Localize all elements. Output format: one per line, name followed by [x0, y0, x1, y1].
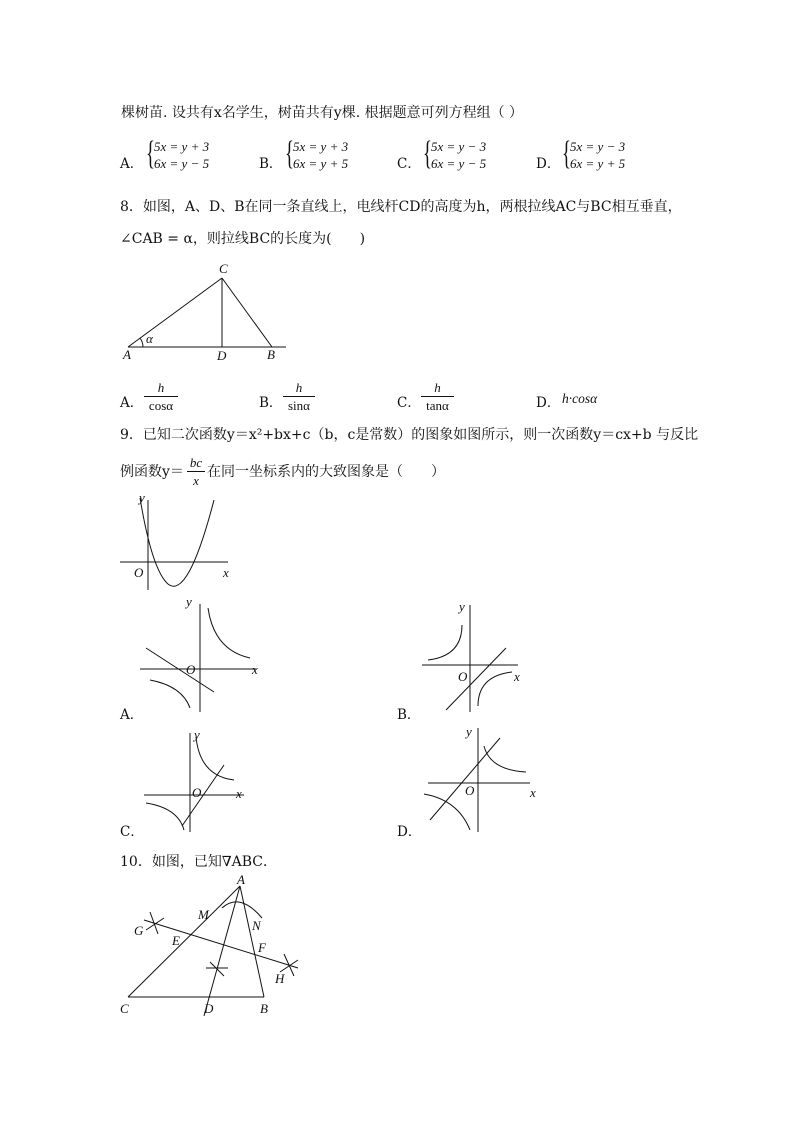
q8-option-b-label: B． [259, 395, 283, 411]
q10-arc-mn [222, 902, 262, 918]
q8-label-alpha: α [146, 331, 153, 346]
q7-option-d-label: D． [536, 156, 561, 172]
q9-d-line [430, 738, 500, 820]
q10-line-ad [204, 886, 240, 1016]
q8-stem-line2: ∠CAB = α，则拉线BC的长度为( ) [120, 231, 366, 247]
q9-stem-fraction: bc x [187, 455, 205, 488]
q9-d-y-label: y [466, 724, 472, 739]
q9-b-o-label: O [458, 669, 468, 684]
q7-option-d-brace: { [562, 135, 571, 172]
q9-c-y-label: y [194, 727, 200, 742]
q10-label-d: D [204, 1001, 214, 1016]
q10-label-n: N [252, 918, 261, 933]
q9-c-hyperbola-1 [196, 737, 234, 780]
q7-option-b-system: 5x = y + 3 6x = y + 5 [293, 139, 349, 171]
q9-a-o-label: O [186, 662, 196, 677]
q9-stem-line1: 9．已知二次函数y＝x²+bx+c（b，c是常数）的图象如图所示，则一次函数y＝cx+b 与反比 [120, 427, 699, 443]
q9-b-y-label: y [459, 599, 465, 614]
q9-option-c-label: C． [120, 824, 144, 840]
q10-line-ab [240, 886, 264, 997]
q8-label-c: C [219, 261, 228, 276]
q10-cross-h-2 [280, 960, 298, 972]
q7-option-a-brace: { [146, 135, 155, 172]
q9-a-y-label: y [186, 594, 192, 609]
q7-option-c-brace: { [423, 135, 432, 172]
q9-c-hyperbola-2 [146, 803, 184, 830]
q9-stem-line2 [120, 463, 184, 481]
q9-a-hyperbola-2 [150, 680, 190, 708]
q10-label-c: C [120, 1001, 129, 1016]
q10-label-m: M [198, 907, 209, 922]
q7-option-c-label: C． [397, 156, 421, 172]
q9-b-x-label: x [514, 669, 520, 684]
q9-b-hyperbola-2 [478, 672, 512, 706]
q9-d-hyperbola-1 [484, 746, 526, 772]
q8-line-ac [128, 278, 222, 347]
q9-d-x-label: x [530, 785, 536, 800]
q10-label-g: G [134, 923, 144, 938]
q7-option-c-system: 5x = y − 3 6x = y − 5 [431, 139, 487, 171]
q9-c-line [182, 765, 224, 826]
q7-option-a-system: 5x = y + 3 6x = y − 5 [154, 139, 210, 171]
q9-stem-line2-post: 在同一坐标系内的大致图象是（ ） [207, 464, 445, 480]
q10-stem: 10．如图，已知∇ABC． [120, 854, 277, 870]
q9-main-y-label: y [139, 490, 145, 505]
q9-b-hyperbola-1 [428, 625, 462, 660]
q9-d-o-label: O [465, 783, 475, 798]
q10-label-e: E [172, 933, 180, 948]
q7-stem: 棵树苗. 设共有x名学生，树苗共有y棵. 根据题意可列方程组（ ） [121, 105, 524, 121]
q9-b-line [446, 648, 506, 710]
q10-line-gh [144, 920, 298, 968]
q7-option-b-label: B． [259, 156, 283, 172]
q8-option-a-fraction: h cosα [144, 380, 178, 413]
q10-label-h: H [275, 971, 285, 986]
q8-option-d-label: D． [536, 395, 561, 411]
q10-label-f: F [258, 940, 266, 955]
q10-cross-h-1 [284, 954, 294, 976]
q8-option-c-fraction: h tanα [421, 380, 454, 413]
q9-a-line [146, 648, 214, 692]
q8-label-a: A [123, 347, 131, 362]
q9-main-o-label: O [134, 565, 144, 580]
q8-line-bc [222, 278, 272, 347]
q8-option-b-fraction: h sinα [283, 380, 315, 413]
q8-stem-line1: 8．如图，A、D、B在同一条直线上，电线杆CD的高度为h，两根拉线AC与BC相互垂直， [120, 199, 682, 215]
q7-option-d-system: 5x = y − 3 6x = y + 5 [570, 139, 626, 171]
q7-option-b-brace: { [285, 135, 294, 172]
q10-label-a: A [237, 872, 245, 887]
q10-label-b: B [260, 1001, 268, 1016]
q9-main-x-label: x [223, 565, 229, 580]
q8-label-d: D [217, 348, 227, 363]
q10-cross-g-2 [146, 918, 164, 930]
q9-c-x-label: x [236, 786, 242, 801]
q8-option-d-expression: h·cosα [562, 391, 598, 406]
q8-label-b: B [267, 347, 275, 362]
q10-cross-ad-2 [210, 962, 224, 976]
q9-a-hyperbola-1 [208, 608, 250, 658]
q10-cross-g-1 [150, 912, 158, 934]
q9-option-b-label: B． [397, 707, 421, 723]
q7-option-a-label: A． [120, 156, 144, 172]
q8-option-c-label: C． [397, 395, 421, 411]
q9-option-a-label: A． [120, 707, 144, 723]
q9-stem-line2-pre: 例函数y＝ [120, 464, 184, 480]
q9-c-o-label: O [192, 785, 202, 800]
q9-option-d-label: D． [397, 824, 422, 840]
q8-angle-arc [140, 338, 143, 347]
q9-d-hyperbola-2 [424, 794, 470, 830]
q10-line-ca [128, 886, 240, 997]
q9-main-parabola [140, 498, 214, 586]
q9-a-x-label: x [252, 662, 258, 677]
q8-option-a-label: A． [120, 395, 144, 411]
